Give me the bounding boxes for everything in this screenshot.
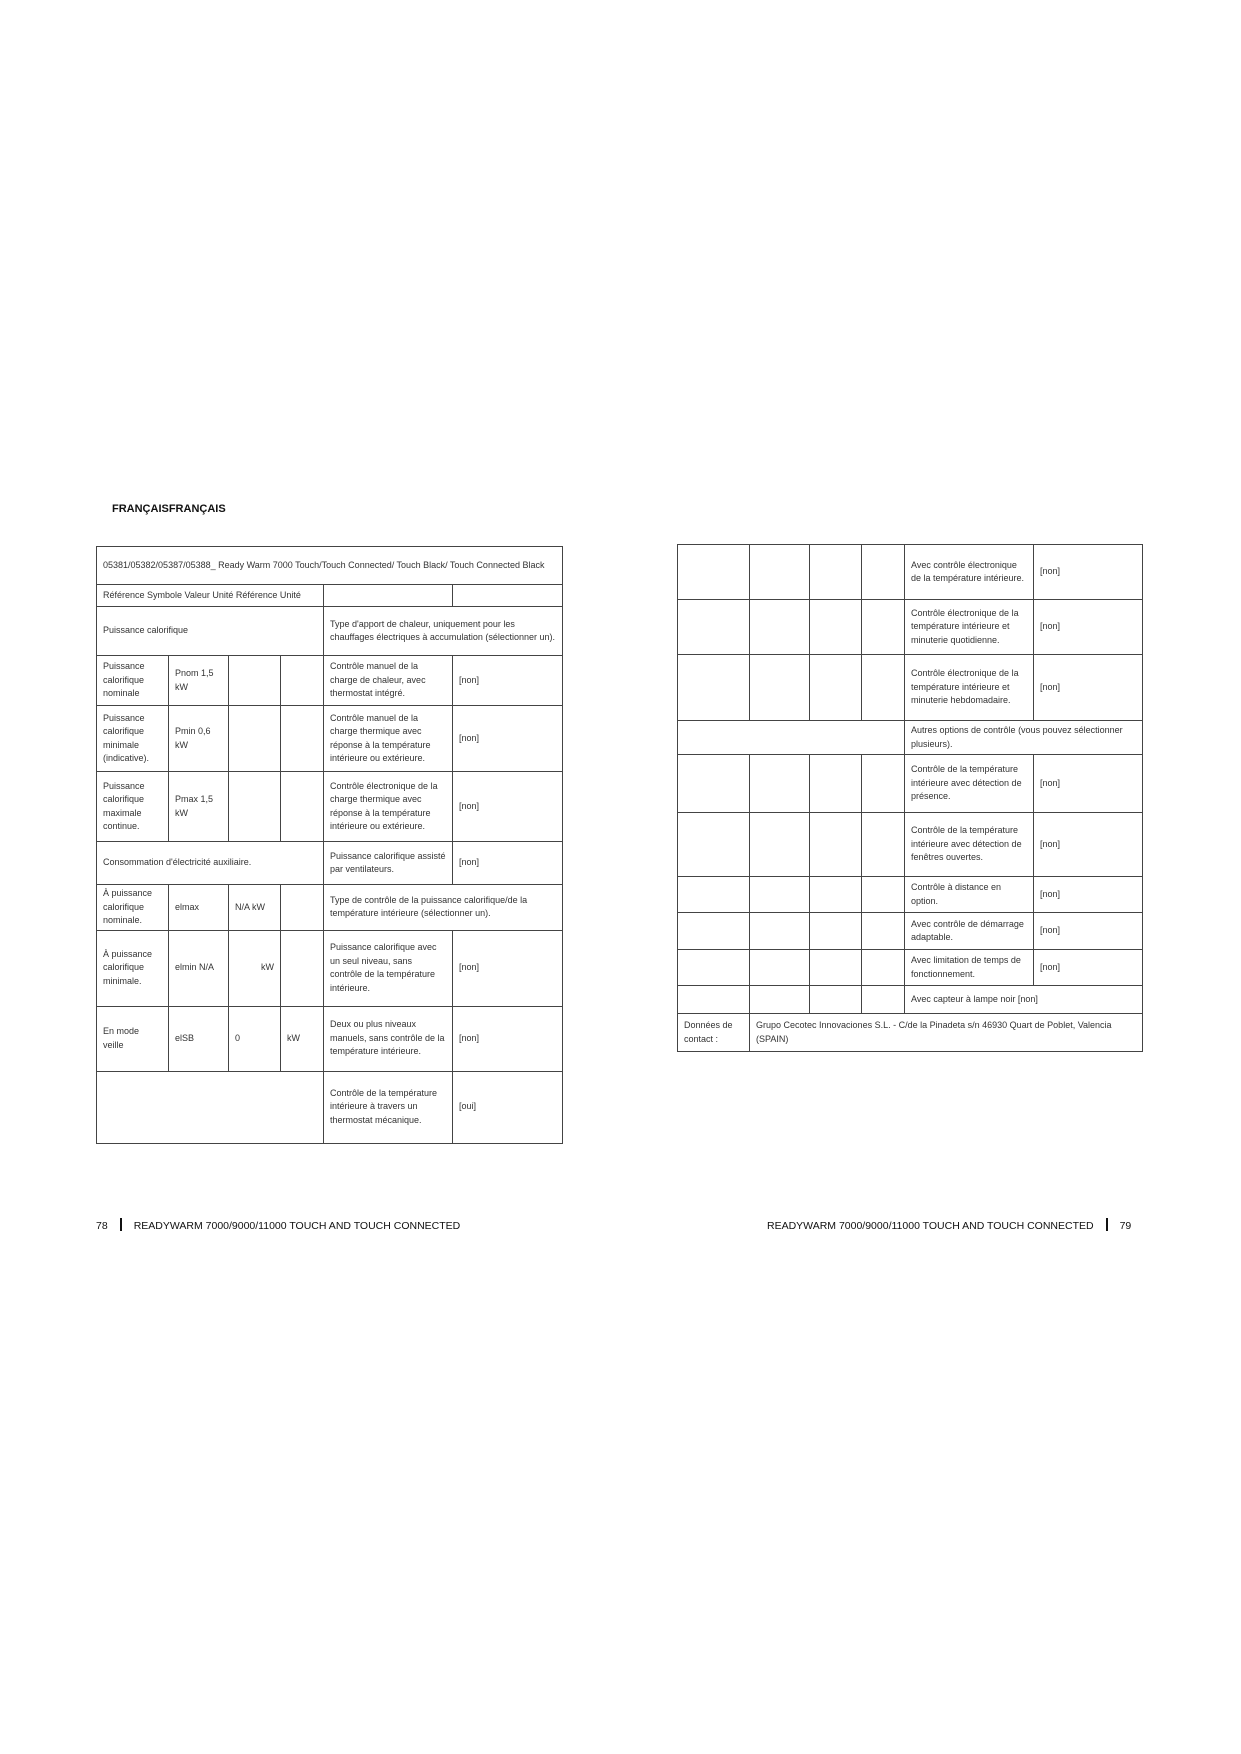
empty-cell bbox=[810, 655, 862, 721]
minimale-label: Puissance calorifique minimale (indicative). bbox=[97, 706, 169, 772]
empty-cell bbox=[750, 600, 810, 655]
r9-text: Avec limitation de temps de fonctionnement. bbox=[905, 950, 1034, 986]
table-header: Référence Symbole Valeur Unité Référence Unité bbox=[97, 585, 324, 607]
r5-text: Contrôle de la température intérieure avec détection de présence. bbox=[905, 755, 1034, 813]
footer-left bbox=[96, 1218, 460, 1232]
page-number: 79 bbox=[1119, 1220, 1132, 1232]
value-non: [non] bbox=[453, 842, 563, 885]
empty-cell bbox=[810, 600, 862, 655]
empty-cell bbox=[281, 772, 324, 842]
minimale2-label: À puissance calorifique minimale. bbox=[97, 930, 169, 1006]
type-controle: Type de contrôle de la puissance calorifique/de la température intérieure (sélectionner un). bbox=[324, 885, 563, 931]
empty-cell bbox=[229, 706, 281, 772]
empty-cell bbox=[750, 655, 810, 721]
veille-value: 0 bbox=[229, 1006, 281, 1071]
empty-cell bbox=[862, 913, 905, 950]
r4-text: Autres options de contrôle (vous pouvez sélectionner plusieurs). bbox=[905, 721, 1143, 755]
empty-cell bbox=[453, 585, 563, 607]
empty-cell bbox=[281, 706, 324, 772]
empty-cell bbox=[678, 655, 750, 721]
empty-cell bbox=[862, 813, 905, 877]
veille-unit: kW bbox=[281, 1006, 324, 1071]
empty-cell bbox=[324, 585, 453, 607]
maximale-label: Puissance calorifique maximale continue. bbox=[97, 772, 169, 842]
value-non: [non] bbox=[1034, 950, 1143, 986]
empty-cell bbox=[281, 885, 324, 931]
value-non: [non] bbox=[1034, 655, 1143, 721]
footer-title: READYWARM 7000/9000/11000 TOUCH AND TOUCH CONNECTED bbox=[133, 1220, 461, 1232]
value-non: [non] bbox=[1034, 755, 1143, 813]
contact-value: Grupo Cecotec Innovaciones S.L. - C/de la Pinadeta s/n 46930 Quart de Poblet, Valencia (SPAIN) bbox=[750, 1014, 1143, 1052]
r8-text: Avec contrôle de démarrage adaptable. bbox=[905, 913, 1034, 950]
r10-text: Avec capteur à lampe noir [non] bbox=[905, 986, 1143, 1014]
empty-cell bbox=[678, 986, 750, 1014]
minimale-value: Pmin 0,6 kW bbox=[169, 706, 229, 772]
minimale2-symbol: elmin N/A bbox=[169, 930, 229, 1006]
empty-cell bbox=[750, 545, 810, 600]
empty-cell bbox=[750, 877, 810, 913]
footer-title: READYWARM 7000/9000/11000 TOUCH AND TOUCH CONNECTED bbox=[767, 1220, 1094, 1232]
empty-cell bbox=[810, 950, 862, 986]
empty-cell bbox=[810, 755, 862, 813]
value-non: [non] bbox=[1034, 600, 1143, 655]
maximale-value: Pmax 1,5 kW bbox=[169, 772, 229, 842]
value-non: [non] bbox=[453, 930, 563, 1006]
empty-cell bbox=[750, 755, 810, 813]
veille-symbol: elSB bbox=[169, 1006, 229, 1071]
deux-niveaux: Deux ou plus niveaux manuels, sans contrôle de la température intérieure. bbox=[324, 1006, 453, 1071]
footer-right bbox=[767, 1218, 1131, 1232]
empty-cell bbox=[750, 813, 810, 877]
nominale2-symbol: elmax bbox=[169, 885, 229, 931]
empty-cell bbox=[750, 950, 810, 986]
empty-cell bbox=[862, 655, 905, 721]
table-title: 05381/05382/05387/05388_ Ready Warm 7000 Touch/Touch Connected/ Touch Black/ Touch Connected Black bbox=[97, 547, 563, 585]
spec-table-left bbox=[96, 546, 563, 1144]
empty-cell bbox=[678, 950, 750, 986]
empty-cell bbox=[862, 950, 905, 986]
empty-cell bbox=[810, 877, 862, 913]
nominale2-label: À puissance calorifique nominale. bbox=[97, 885, 169, 931]
value-non: [non] bbox=[453, 656, 563, 706]
un-seul-niveau: Puissance calorifique avec un seul niveau, sans contrôle de la température intérieure. bbox=[324, 930, 453, 1006]
section-puissance: Puissance calorifique bbox=[97, 607, 324, 656]
empty-cell bbox=[862, 545, 905, 600]
empty-cell bbox=[862, 877, 905, 913]
empty-cell bbox=[229, 772, 281, 842]
consommation: Consommation d'électricité auxiliaire. bbox=[97, 842, 324, 885]
empty-cell bbox=[750, 913, 810, 950]
empty-cell bbox=[678, 545, 750, 600]
value-non: [non] bbox=[1034, 877, 1143, 913]
empty-cell bbox=[281, 656, 324, 706]
empty-cell bbox=[678, 755, 750, 813]
value-non: [non] bbox=[1034, 813, 1143, 877]
empty-cell bbox=[678, 913, 750, 950]
nominale2-value: N/A kW bbox=[229, 885, 281, 931]
minimale2-unit: kW bbox=[229, 930, 281, 1006]
r2-text: Contrôle électronique de la température intérieure et minuterie quotidienne. bbox=[905, 600, 1034, 655]
value-non: [non] bbox=[453, 1006, 563, 1071]
ctrl-manuel-charge: Contrôle manuel de la charge de chaleur, avec thermostat intégré. bbox=[324, 656, 453, 706]
empty-cell bbox=[281, 930, 324, 1006]
page-heading: FRANÇAISFRANÇAIS bbox=[112, 503, 226, 515]
r7-text: Contrôle à distance en option. bbox=[905, 877, 1034, 913]
ctrl-manuel-thermique: Contrôle manuel de la charge thermique avec réponse à la température intérieure ou extérieure. bbox=[324, 706, 453, 772]
value-non: [non] bbox=[1034, 913, 1143, 950]
r3-text: Contrôle électronique de la température intérieure et minuterie hebdomadaire. bbox=[905, 655, 1034, 721]
empty-cell bbox=[750, 986, 810, 1014]
spec-table-right bbox=[677, 544, 1143, 1052]
separator bbox=[120, 1218, 122, 1231]
empty-cell bbox=[862, 986, 905, 1014]
empty-cell bbox=[678, 877, 750, 913]
value-non: [non] bbox=[453, 706, 563, 772]
separator bbox=[1106, 1218, 1108, 1231]
contact-label: Données de contact : bbox=[678, 1014, 750, 1052]
empty-cell bbox=[862, 600, 905, 655]
empty-cell bbox=[678, 600, 750, 655]
empty-cell bbox=[810, 545, 862, 600]
nominale-value: Pnom 1,5 kW bbox=[169, 656, 229, 706]
nominale-label: Puissance calorifique nominale bbox=[97, 656, 169, 706]
thermostat-mecanique: Contrôle de la température intérieure à travers un thermostat mécanique. bbox=[324, 1071, 453, 1143]
type-apport: Type d'apport de chaleur, uniquement pour les chauffages électriques à accumulation (sélectionner un). bbox=[324, 607, 563, 656]
empty-cell bbox=[97, 1071, 324, 1143]
value-non: [non] bbox=[1034, 545, 1143, 600]
ctrl-electronique-charge: Contrôle électronique de la charge thermique avec réponse à la température intérieure ou extérieure. bbox=[324, 772, 453, 842]
empty-cell bbox=[810, 986, 862, 1014]
empty-cell bbox=[810, 913, 862, 950]
veille-label: En mode veille bbox=[97, 1006, 169, 1071]
page-number: 78 bbox=[96, 1220, 108, 1232]
empty-cell bbox=[862, 755, 905, 813]
value-oui: [oui] bbox=[453, 1071, 563, 1143]
empty-cell bbox=[810, 813, 862, 877]
ventilateurs: Puissance calorifique assisté par ventilateurs. bbox=[324, 842, 453, 885]
r1-text: Avec contrôle électronique de la température intérieure. bbox=[905, 545, 1034, 600]
empty-cell bbox=[678, 813, 750, 877]
empty-cell bbox=[678, 721, 905, 755]
r6-text: Contrôle de la température intérieure avec détection de fenêtres ouvertes. bbox=[905, 813, 1034, 877]
value-non: [non] bbox=[453, 772, 563, 842]
empty-cell bbox=[229, 656, 281, 706]
